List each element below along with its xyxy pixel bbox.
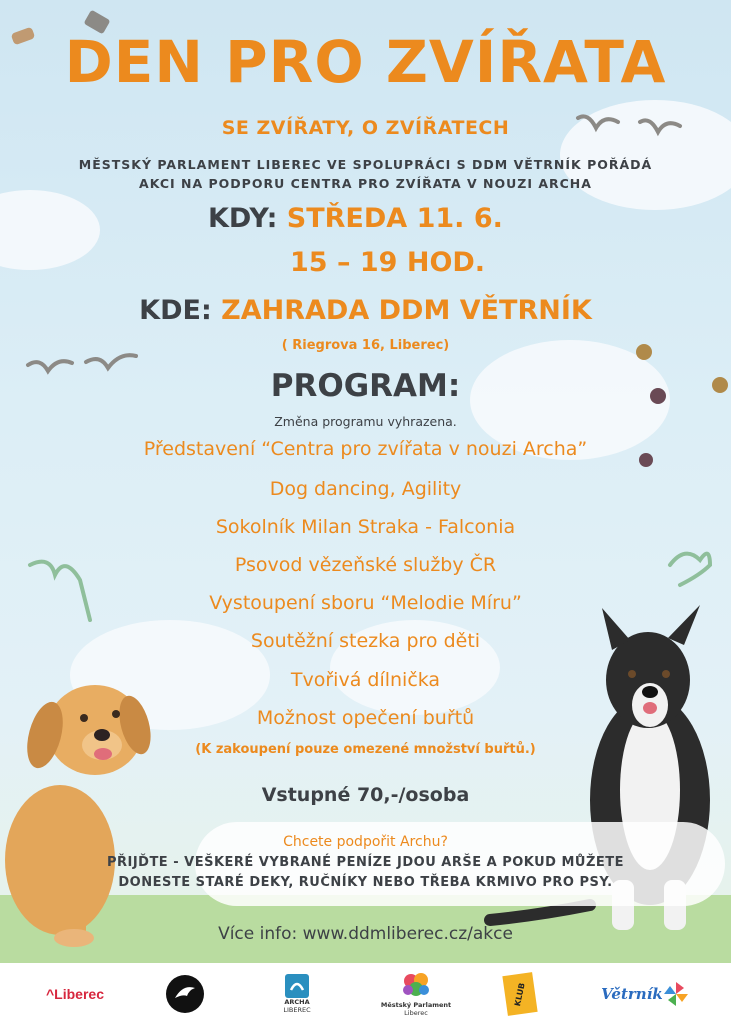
program-item: Možnost opečení buřtů bbox=[256, 707, 475, 729]
program-item: Soutěžní stezka pro děti bbox=[250, 630, 481, 652]
support-question: Chcete podpořit Archu? bbox=[283, 834, 448, 850]
program-item: Představení “Centra pro zvířata v nouzi Archa” bbox=[143, 438, 588, 460]
support-text bbox=[0, 853, 731, 893]
vetrnik-logo bbox=[590, 963, 700, 1024]
footer-logos bbox=[0, 963, 731, 1024]
more-info: Více info: www.ddmliberec.cz/akce bbox=[218, 924, 513, 944]
program-item: Psovod vězeňské služby ČR bbox=[234, 554, 497, 576]
parlament-logo-text-1: Městský Parlament bbox=[380, 1000, 452, 1009]
liberec-logo bbox=[35, 963, 115, 1024]
where-line bbox=[0, 295, 731, 326]
organizer-line-2: AKCI NA PODPORU CENTRA PRO ZVÍŘATA V NOUZI ARCHA bbox=[139, 176, 592, 191]
klub-logo-text: KLUB bbox=[513, 981, 527, 1006]
where-address: ( Riegrova 16, Liberec) bbox=[281, 338, 450, 353]
when-label: KDY: bbox=[208, 203, 278, 234]
bird-circle-icon bbox=[165, 974, 205, 1014]
where-place: ZAHRADA DDM VĚTRNÍK bbox=[221, 295, 592, 326]
liberec-logo-text: ^Liberec bbox=[46, 985, 104, 1002]
vetrnik-logo-text: Větrník bbox=[601, 984, 663, 1003]
program-item: Dog dancing, Agility bbox=[269, 478, 462, 500]
program-note: Změna programu vyhrazena. bbox=[274, 414, 457, 429]
when-time: 15 – 19 HOD. bbox=[290, 247, 486, 278]
where-label: KDE: bbox=[139, 295, 212, 326]
when-date: STŘEDA 11. 6. bbox=[286, 203, 503, 234]
program-item: Tvořivá dílnička bbox=[290, 669, 441, 691]
pinwheel-icon bbox=[663, 981, 689, 1007]
entry-fee: Vstupné 70,-/osoba bbox=[261, 784, 470, 806]
support-line-2: DONESTE STARÉ DEKY, RUČNÍKY NEBO TŘEBA KRMIVO PRO PSY. bbox=[118, 875, 613, 890]
archa-icon bbox=[285, 974, 309, 998]
parlament-logo-text-2: Liberec bbox=[404, 1008, 428, 1017]
page-title: DEN PRO ZVÍŘATA bbox=[64, 28, 667, 96]
archa-logo-text-2: LIBEREC bbox=[283, 1005, 311, 1014]
program-title: PROGRAM: bbox=[270, 368, 461, 404]
subtitle: SE ZVÍŘATY, O ZVÍŘATECH bbox=[221, 117, 510, 139]
title-block bbox=[0, 28, 731, 96]
klub-badge bbox=[502, 972, 537, 1016]
organizer-text bbox=[0, 155, 731, 193]
program-item: Sokolník Milan Straka - Falconia bbox=[215, 516, 516, 538]
program-footnote: (K zakoupení pouze omezené množství buřtů.) bbox=[195, 742, 536, 757]
archa-logo bbox=[272, 963, 322, 1024]
bird-icon bbox=[86, 355, 136, 368]
program-item: Vystoupení sboru “Melodie Míru” bbox=[209, 592, 522, 614]
organizer-line-1: MĚSTSKÝ PARLAMENT LIBEREC VE SPOLUPRÁCI S DDM VĚTRNÍK POŘÁDÁ bbox=[78, 157, 653, 172]
when-line-1 bbox=[208, 203, 503, 234]
bird-circle-logo bbox=[160, 963, 210, 1024]
parlament-logo bbox=[380, 963, 452, 1024]
parlament-tree-icon bbox=[401, 971, 431, 1001]
klub-logo bbox=[495, 963, 545, 1024]
archa-logo-text-1: ARCHA bbox=[284, 997, 310, 1006]
support-line-1: PŘIJĎTE - VEŠKERÉ VYBRANÉ PENÍZE JDOU ARŠE A POKUD MŮŽETE bbox=[106, 855, 625, 870]
